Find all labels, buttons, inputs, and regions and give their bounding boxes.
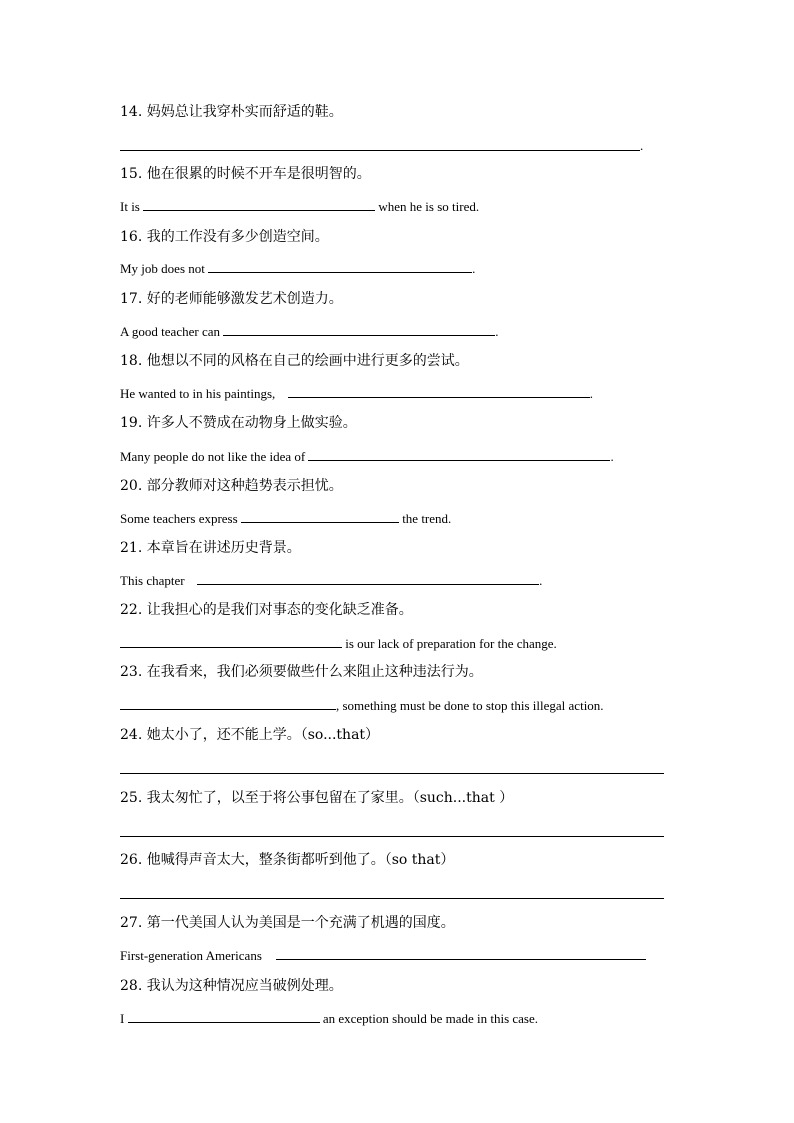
question-19 (120, 413, 357, 433)
question-text: 让我担心的是我们对事态的变化缺乏准备。 (146, 602, 413, 618)
answer-prefix: A good teacher can (120, 324, 220, 339)
question-text: 我认为这种情况应当破例处理。 (146, 978, 343, 994)
question-text: 我太匆忙了，以至于将公事包留在了家里。（such...that ） (146, 790, 514, 806)
question-number: 17. (120, 291, 143, 307)
question-16 (120, 227, 329, 247)
question-25 (120, 788, 513, 808)
answer-prefix: It is (120, 199, 140, 214)
answer-suffix: . (589, 386, 594, 401)
answer-line-24[interactable] (120, 773, 664, 774)
question-22 (120, 600, 413, 620)
question-number: 26. (120, 852, 143, 868)
answer-line-26[interactable] (120, 898, 664, 899)
answer-line-17 (120, 321, 498, 342)
answer-line-22 (120, 633, 557, 654)
answer-blank[interactable] (120, 695, 336, 710)
question-text: 第一代美国人认为美国是一个充满了机遇的国度。 (146, 915, 455, 931)
answer-blank[interactable] (120, 633, 342, 648)
answer-line-23 (120, 695, 604, 716)
answer-suffix: . (539, 573, 543, 588)
answer-blank[interactable] (223, 321, 495, 336)
question-15 (120, 164, 371, 184)
question-text: 在我看来，我们必须要做些什么来阻止这种违法行为。 (146, 664, 483, 680)
question-number: 25. (120, 790, 143, 806)
question-text: 本章旨在讲述历史背景。 (146, 540, 301, 556)
answer-suffix: is our lack of preparation for the change. (345, 636, 557, 651)
answer-prefix: I (120, 1011, 125, 1026)
question-number: 22. (120, 602, 143, 618)
answer-prefix: Many people do not like the idea of (120, 449, 306, 464)
answer-line-27 (120, 945, 646, 966)
answer-line-20 (120, 508, 451, 529)
question-24 (120, 725, 379, 745)
answer-blank[interactable] (288, 383, 590, 398)
question-27 (120, 913, 455, 933)
question-18 (120, 351, 469, 371)
answer-prefix: Some teachers express (120, 511, 238, 526)
question-text: 她太小了，还不能上学。（so...that） (146, 727, 380, 743)
question-23 (120, 662, 483, 682)
question-26 (120, 850, 454, 870)
question-text: 妈妈总让我穿朴实而舒适的鞋。 (146, 104, 343, 120)
question-number: 24. (120, 727, 143, 743)
answer-line-25[interactable] (120, 836, 664, 837)
question-21 (120, 538, 301, 558)
question-text: 他喊得声音太大，整条街都听到他了。（so that） (146, 852, 455, 868)
question-text: 他在很累的时候不开车是很明智的。 (146, 166, 371, 182)
question-number: 15. (120, 166, 143, 182)
question-text: 部分教师对这种趋势表示担忧。 (146, 478, 343, 494)
answer-line-16 (120, 258, 475, 279)
answer-line-14[interactable] (120, 150, 640, 151)
answer-suffix: . (610, 449, 614, 464)
answer-blank[interactable] (128, 1008, 320, 1023)
answer-line-28 (120, 1008, 538, 1029)
question-text: 许多人不赞成在动物身上做实验。 (146, 415, 357, 431)
answer-suffix: , something must be done to stop this illegal action. (336, 698, 604, 713)
question-number: 21. (120, 540, 143, 556)
answer-blank[interactable] (308, 446, 610, 461)
question-number: 14. (120, 104, 143, 120)
question-text: 好的老师能够激发艺术创造力。 (146, 291, 343, 307)
question-text: 我的工作没有多少创造空间。 (146, 229, 329, 245)
answer-prefix: This chapter (120, 573, 185, 588)
answer-suffix: . (495, 324, 499, 339)
question-number: 18. (120, 353, 143, 369)
answer-blank[interactable] (276, 945, 646, 960)
answer-suffix: when he is so tired. (378, 199, 480, 214)
answer-line-19 (120, 446, 614, 467)
question-28 (120, 976, 343, 996)
answer-line-21 (120, 570, 542, 591)
answer-suffix-14: . (640, 138, 644, 153)
answer-blank[interactable] (197, 570, 539, 585)
answer-suffix: . (472, 261, 476, 276)
answer-blank[interactable] (241, 508, 399, 523)
question-number: 16. (120, 229, 143, 245)
answer-suffix: the trend. (402, 511, 452, 526)
answer-prefix: My job does not (120, 261, 205, 276)
question-text: 他想以不同的风格在自己的绘画中进行更多的尝试。 (146, 353, 469, 369)
answer-blank[interactable] (143, 196, 375, 211)
question-number: 20. (120, 478, 143, 494)
answer-prefix: He wanted to in his paintings, (120, 386, 276, 401)
question-number: 28. (120, 978, 143, 994)
answer-line-15 (120, 196, 479, 217)
question-number: 19. (120, 415, 143, 431)
answer-suffix: an exception should be made in this case. (322, 1011, 539, 1026)
question-20 (120, 476, 343, 496)
question-number: 27. (120, 915, 143, 931)
question-14 (120, 102, 343, 122)
answer-blank[interactable] (208, 258, 472, 273)
question-number: 23. (120, 664, 143, 680)
answer-prefix: First-generation Americans (120, 948, 262, 963)
question-17 (120, 289, 343, 309)
answer-line-18 (120, 383, 593, 404)
